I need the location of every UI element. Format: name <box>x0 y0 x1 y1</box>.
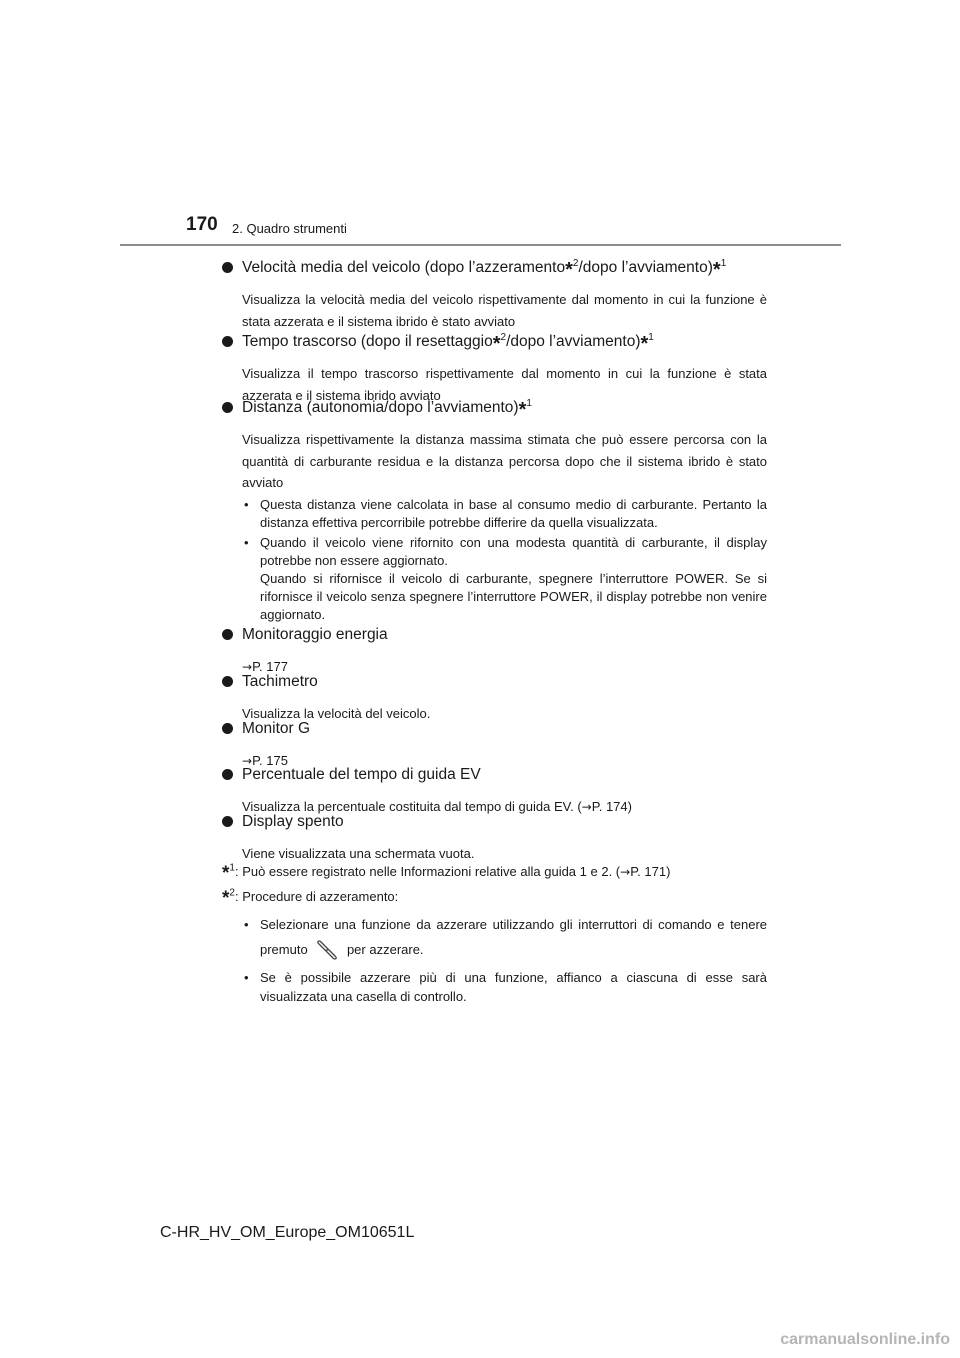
header-rule <box>120 244 841 246</box>
bullet-icon <box>222 262 233 273</box>
footnote-2: *$^2$: Procedure di azzeramento: <box>222 887 399 909</box>
page-header <box>0 0 960 250</box>
item-average-speed <box>222 258 767 332</box>
bullet-icon <box>222 629 233 640</box>
page-number: 170 <box>186 214 218 235</box>
bullet-icon <box>222 816 233 827</box>
item-body: Visualizza rispettivamente la distanza massima stimata che può essere percorsa con la quantità di carburante residua e la distanza percorsa dopo che il sistema ibrido è stato avviato <box>242 432 767 490</box>
page-reference: →P. 175 <box>242 753 288 768</box>
item-speedometer <box>222 672 767 725</box>
item-body: Visualizza la velocità media del veicolo rispettivamente dal momento in cui la funzione è stata azzerata e il sistema ibrido è stato avviato <box>242 292 767 329</box>
footnote-2-list <box>242 912 767 1008</box>
item-title: Tachimetro <box>222 672 767 692</box>
item-elapsed-time <box>222 332 767 406</box>
bullet-icon <box>222 723 233 734</box>
watermark: carmanualsonline.info <box>780 1331 950 1348</box>
item-title: Tempo trascorso (dopo il resettaggio*$^2$/dopo l’avviamento)*$^1$ <box>222 332 767 352</box>
list-item: • Se è possibile azzerare più di una funzione, affianco a ciascuna di esse sarà visualizzata una casella di controllo. <box>244 970 767 1004</box>
item-title: Percentuale del tempo di guida EV <box>222 765 767 785</box>
item-title: Display spento <box>222 812 767 832</box>
item-title: Monitoraggio energia <box>222 625 767 645</box>
item-body: Visualizza la velocità del veicolo. <box>242 706 431 721</box>
document-code: C-HR_HV_OM_Europe_OM10651L <box>160 1224 415 1241</box>
bullet-icon <box>222 402 233 413</box>
list-item: • Selezionare una funzione da azzerare utilizzando gli interruttori di comando e tenere premuto per azzerare. <box>242 912 767 962</box>
list-item: • Quando il veicolo viene rifornito con una modesta quantità di carburante, il display potrebbe non essere aggiornato. Quando si rifornisce il veicolo di carburante, spegnere l’interruttore POWER. Se si rifornisce il veicolo senza spegnere l’interruttore POWER, il display potrebbe non venire aggiornato. <box>244 534 767 622</box>
item-ev-percentage <box>222 765 767 819</box>
item-body: Viene visualizzata una schermata vuota. <box>242 846 475 861</box>
item-title: Distanza (autonomia/dopo l’avviamento)*$^1$ <box>222 398 767 418</box>
item-body: Visualizza la percentuale costituita dal tempo di guida EV. (→P. 174) <box>242 799 632 814</box>
item-sub-list <box>242 496 767 624</box>
footnote-1: *$^1$: Può essere registrato nelle Informazioni relative alla guida 1 e 2. (→P. 171) <box>222 862 671 884</box>
item-title: Monitor G <box>222 719 767 739</box>
item-body: Visualizza il tempo trascorso rispettivamente dal momento in cui la funzione è stata azzerata e il sistema ibrido avviato <box>242 366 767 403</box>
chapter-title: 2. Quadro strumenti <box>232 221 347 236</box>
bullet-icon <box>222 336 233 347</box>
reset-switch-icon <box>315 938 339 962</box>
list-item: • Questa distanza viene calcolata in base al consumo medio di carburante. Pertanto la distanza effettiva percorribile potrebbe differire da quella visualizzata. <box>244 496 767 530</box>
item-distance <box>222 398 767 626</box>
page-reference: →P. 177 <box>242 659 288 674</box>
item-title: Velocità media del veicolo (dopo l’azzeramento*$^2$/dopo l’avviamento)*$^1$ <box>222 258 767 278</box>
item-energy-monitor <box>222 625 767 679</box>
bullet-icon <box>222 676 233 687</box>
item-display-off <box>222 812 767 865</box>
bullet-icon <box>222 769 233 780</box>
